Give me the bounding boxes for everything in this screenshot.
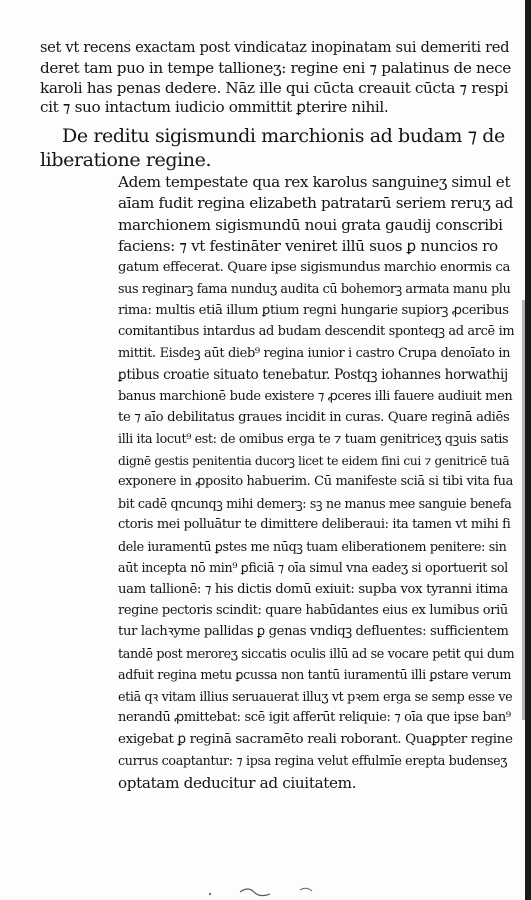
text-line: rima: multis etiā illum ꝑtium regni hungarie supiorꝫ ꝓceribus	[118, 302, 509, 318]
text-line: nerandū ꝓmittebat: scē igit afferūt reliquie: ⁊ oīa que ipse ban⁹	[118, 710, 511, 726]
text-line: deret tam puo in tempe tallioneʒ: regine eni ⁊ palatinus de nece	[40, 58, 511, 77]
text-line: gatum effecerat. Quare ipse sigismundus marchio enormis ca	[118, 259, 510, 275]
text-line: adfuit regina metu ꝑcussa non tantū iuramentū illi ꝑstare verum	[118, 667, 512, 683]
text-line: Adem tempestate qua rex karolus sanguineʒ simul et	[118, 173, 511, 191]
text-line: aūt incepta nō min⁹ ꝑficiā ⁊ oīa simul vna eadeʒ si oportuerit sol	[118, 560, 508, 576]
text-line: faciens: ⁊ vt festināter veniret illū suos ꝑ nuncios ro	[118, 237, 498, 256]
text-line: banus marchionē bude existere ⁊ ꝓceres illi fauere audiuit men	[118, 388, 513, 404]
heading-line: liberatione regine.	[40, 149, 212, 171]
gutter-shadow	[522, 300, 525, 720]
text-line: aīam fudit regina elizabeth patratarū seriem reruʒ ad	[118, 194, 514, 213]
text-line: te ⁊ aīo debilitatus graues incidit in curas. Quare reginā adiēs	[118, 409, 510, 425]
text-line: exponere in ꝓposito habuerim. Cū manifeste sciā si tibi vita fua	[118, 474, 514, 490]
text-line: comitantibus intardus ad budam descendit sponteqꝫ ad arcē im	[118, 324, 514, 340]
text-line: exigebat ꝑ reginā sacramēto reali roborant. Quaꝑpter regine	[118, 731, 513, 747]
text-line: bit cadē qncunqꝫ mihi demerꝫ: sꝫ ne manus mee sanguie benefa	[118, 495, 512, 511]
text-line: illi ita locut⁹ est: de omibus erga te ⁊ tuam genitriceʒ qꝫuis satis	[118, 431, 509, 447]
text-line: uam tallionē: ⁊ his dictis domū exiuit: supba vox tyranni itima	[118, 581, 508, 597]
bottom-stain-marks	[0, 870, 531, 900]
text-line: cit ⁊ suo intactum iudicio ommittit ꝑterire nihil.	[40, 98, 389, 117]
text-line: karoli has penas dedere. Nāz ille qui cūcta creauit cūcta ⁊ respi	[40, 78, 509, 97]
heading-line: De reditu sigismundi marchionis ad budam ⁊ de	[62, 125, 505, 147]
text-line: dignē gestis penitentia ducorꝫ licet te eidem fini cui ⁊ genitricē tuā	[118, 453, 510, 468]
text-line: optatam deducitur ad ciuitatem.	[118, 773, 357, 792]
text-line: set vt recens exactam post vindicataz inopinatam sui demeriti red	[40, 39, 510, 56]
text-line: sus reginarꝫ fama nunduʒ audita cū bohemorꝫ armata manu plu	[118, 281, 511, 297]
text-line: marchionem sigismundū noui grata gaudij conscribi	[118, 215, 503, 234]
text-line: mittit. Eisdeꝫ aūt dieb⁹ regina iunior i castro Crupa denoīato in	[118, 345, 511, 361]
text-line: etiā qꝛ vitam illius seruauerat illuʒ vt pꝛem erga se semp esse ve	[118, 688, 513, 704]
page-edge-shadow	[525, 0, 531, 900]
text-line: ꝑtibus croatie situato tenebatur. Postqꝫ iohannes horwathij	[118, 367, 508, 384]
text-line: currus coaptantur: ⁊ ipsa regina velut effulmīe erepta budenseʒ	[118, 753, 508, 769]
text-line: tur lachꝛyme pallidas ꝑ genas vndiqꝫ defluentes: sufficientem	[118, 624, 509, 640]
text-line: tandē post meroreʒ siccatis oculis illū ad se vocare petit qui dum	[118, 645, 514, 661]
text-line: regine pectoris scindit: quare habūdantes eius ex lumibus oriū	[118, 603, 508, 618]
text-line: dele iuramentū ꝑstes me nūqꝫ tuam eliberationem penitere: sin	[118, 538, 507, 554]
text-line: ctoris mei polluātur te dimittere deliberaui: ita tamen vt mihi fi	[118, 517, 511, 533]
